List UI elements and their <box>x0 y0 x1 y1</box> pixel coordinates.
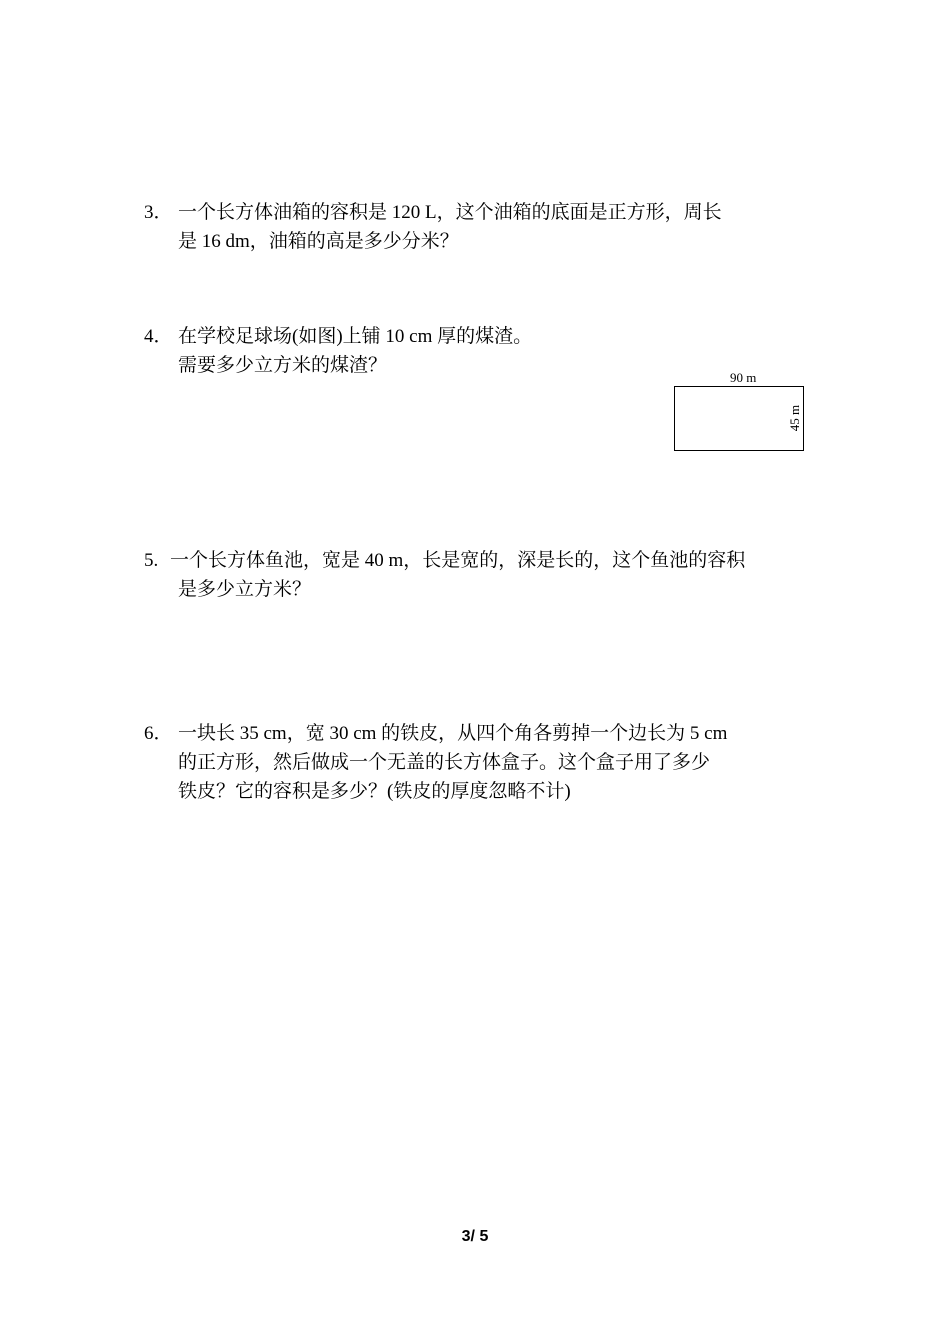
problem-4-line-1 <box>144 322 824 351</box>
problem-5-number: 5. <box>144 550 159 571</box>
problem-5-text-2: 是多少立方米？ <box>178 579 312 600</box>
problem-4-text-1: 在学校足球场(如图)上铺 10 cm 厚的煤渣。 <box>178 326 533 347</box>
field-length-label: 90 m <box>730 370 757 385</box>
problem-5-text-1: 一个长方体鱼池，宽是 40 m，长是宽的，深是长的，这个鱼池的容积 <box>170 550 746 571</box>
football-field-figure <box>672 368 812 458</box>
problem-6-text-2: 的正方形，然后做成一个无盖的长方体盒子。这个盒子用了多少 <box>178 752 711 773</box>
problem-6-text-1: 一块长 35 cm，宽 30 cm 的铁皮，从四个角各剪掉一个边长为 5 cm <box>178 723 728 744</box>
problem-6-text-3: 铁皮？它的容积是多少？(铁皮的厚度忽略不计) <box>178 781 571 802</box>
problem-4-text-2: 需要多少立方米的煤渣？ <box>178 355 388 376</box>
problem-3-line-1 <box>144 198 824 227</box>
field-rectangle <box>674 386 804 451</box>
field-width-label: 45 m <box>787 404 803 432</box>
problem-3-number: 3． <box>144 202 173 223</box>
problem-6-line-1 <box>144 719 824 748</box>
problem-5-line-1 <box>144 546 824 575</box>
problem-6-number: 6． <box>144 723 173 744</box>
problem-4-number: 4． <box>144 326 173 347</box>
problem-3 <box>144 198 824 256</box>
problem-6 <box>144 719 824 806</box>
problem-5 <box>144 546 824 604</box>
problem-3-text-1: 一个长方体油箱的容积是 120 L，这个油箱的底面是正方形，周长 <box>178 202 722 223</box>
problem-3-text-2: 是 16 dm，油箱的高是多少分米？ <box>178 231 459 252</box>
page-number: 3/ 5 <box>461 1228 489 1245</box>
